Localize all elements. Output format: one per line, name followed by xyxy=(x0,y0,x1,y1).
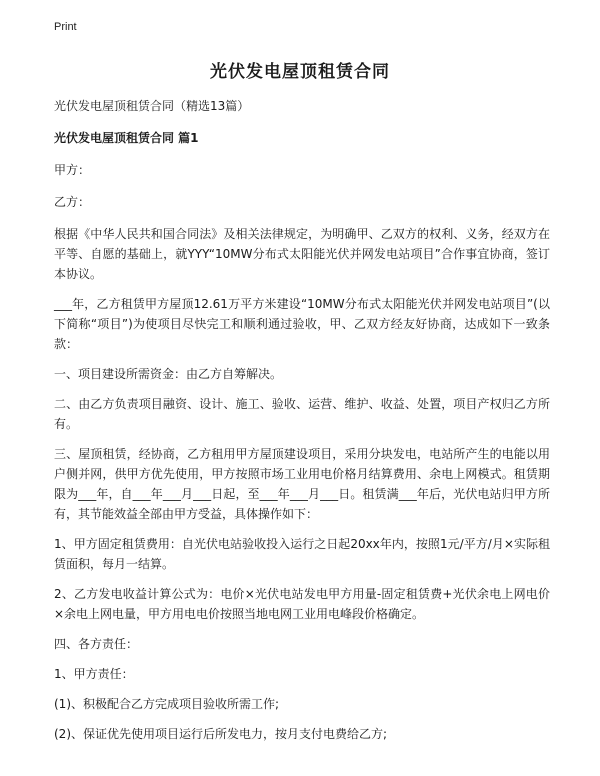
party-b-label: 乙方： xyxy=(54,195,91,209)
clause-2-responsibility: 二、由乙方负责项目融资、设计、施工、验收、运营、维护、收益、处置，项目产权归乙方所有。 xyxy=(54,397,550,431)
page-title: 光伏发电屋顶租赁合同 xyxy=(210,62,390,82)
clause-4-1-party-a: 1、甲方责任： xyxy=(54,667,134,681)
clause-3-1-fixed-rent: 1、甲方固定租赁费用：自光伏电站验收投入运行之日起20xx年内，按照1元/平方/月×实际租赁面积，每月一结算。 xyxy=(54,537,550,571)
party-a-label: 甲方： xyxy=(54,163,91,177)
clause-1-funding: 一、项目建设所需资金：由乙方自筹解决。 xyxy=(54,367,283,381)
clause-3-rooftop-lease: 三、屋顶租赁，经协商，乙方租用甲方屋顶建设项目，采用分块发电，电站所产生的电能以用户侧并网，供甲方优先使用，甲方按照市场工业用电价格月结算费用、余电上网模式。租赁期限为___年，自___年___月___日起，至___年___月___日。租赁满___年后，光伏电站归甲方所有，其节能效益全部由甲方受益，具体操作如下： xyxy=(54,447,550,521)
document-subtitle: 光伏发电屋顶租赁合同（精选13篇） xyxy=(54,99,250,113)
clause-3-2-revenue-formula: 2、乙方发电收益计算公式为：电价×光伏电站发电甲方用量-固定租赁费+光伏余电上网电价×余电上网电量，甲方用电电价按照当地电网工业用电峰段价格确定。 xyxy=(54,587,550,621)
paragraph-preamble: 根据《中华人民共和国合同法》及相关法律规定，为明确甲、乙双方的权利、义务，经双方在平等、自愿的基础上，就YYY“10MW分布式太阳能光伏并网发电站项目”合作事宜协商，签订本协议。 xyxy=(54,227,550,281)
print-link[interactable]: Print xyxy=(54,21,77,33)
clause-4-responsibilities: 四、各方责任： xyxy=(54,637,139,651)
document-body xyxy=(54,96,550,754)
clause-4-1-item-2: (2)、保证优先使用项目运行后所发电力，按月支付电费给乙方; xyxy=(54,727,388,741)
section-heading: 光伏发电屋顶租赁合同 篇1 xyxy=(54,131,199,145)
clause-4-1-item-1: (1)、积极配合乙方完成项目验收所需工作; xyxy=(54,697,280,711)
paragraph-lease-intro: ___年，乙方租赁甲方屋顶12.61万平方米建设“10MW分布式太阳能光伏并网发电站项目”(以下简称“项目”)为使项目尽快完工和顺利通过验收，甲、乙双方经友好协商，达成如下一致条款： xyxy=(54,297,550,351)
